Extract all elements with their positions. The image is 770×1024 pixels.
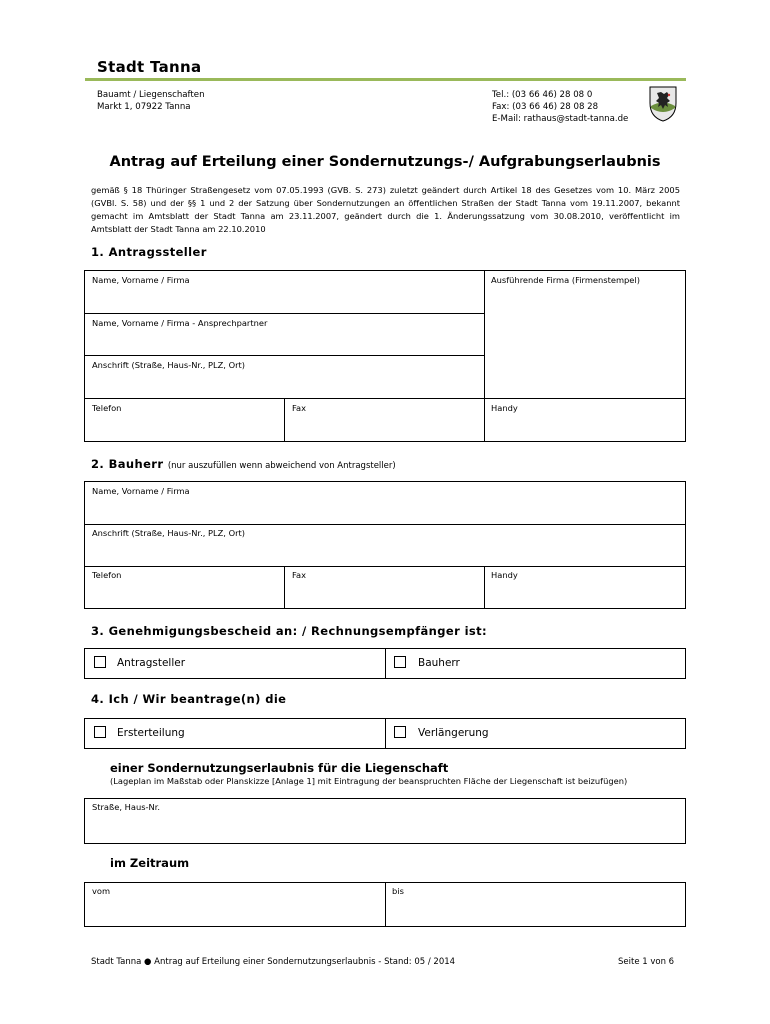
divider [484,566,485,609]
applicant-table [84,270,686,442]
builder-name-field[interactable]: Name, Vorname / Firma [92,486,190,496]
applicant-contact-field[interactable]: Name, Vorname / Firma - Ansprechpartner [92,318,268,328]
page-number: Seite 1 von 6 [618,957,675,967]
applicant-address-field[interactable]: Anschrift (Straße, Haus-Nr., PLZ, Ort) [92,360,245,370]
section-2-note: (nur auszufüllen wenn abweichend von Antragsteller) [167,461,396,471]
divider [85,524,685,525]
first-issue-checkbox[interactable] [94,726,106,738]
recipient-applicant-label: Antragsteller [117,657,186,669]
divider [85,398,685,399]
section-1-heading: 1. Antragssteller [91,245,207,259]
property-heading: einer Sondernutzungserlaubnis für die Liegenschaft [110,761,449,775]
applicant-phone-field[interactable]: Telefon [92,403,122,413]
office-name: Bauamt / Liegenschaften [97,90,205,100]
coat-of-arms-icon [648,86,678,122]
section-2-title: 2. Bauherr [91,457,164,471]
divider [385,718,386,749]
document-title: Antrag auf Erteilung einer Sondernutzungs-/ Aufgrabungserlaubnis [109,154,661,170]
divider [484,270,485,442]
extension-checkbox[interactable] [394,726,406,738]
divider [85,355,485,356]
header-rule [85,78,686,81]
recipient-builder-label: Bauherr [418,657,460,669]
footer-text: Stadt Tanna ● Antrag auf Erteilung einer Sondernutzungserlaubnis - Stand: 05 / 2014 [91,957,456,967]
section-4-heading: 4. Ich / Wir beantrage(n) die [91,692,287,706]
recipient-builder-checkbox[interactable] [394,656,406,668]
period-heading: im Zeitraum [110,856,190,870]
company-stamp-field[interactable]: Ausführende Firma (Firmenstempel) [491,275,640,285]
office-address: Markt 1, 07922 Tanna [97,102,191,112]
recipient-applicant-checkbox[interactable] [94,656,106,668]
section-2-heading [91,457,396,471]
period-from-field[interactable]: vom [92,886,111,896]
street-input-box[interactable] [84,798,686,844]
builder-phone-field[interactable]: Telefon [92,570,122,580]
legal-basis-text: gemäß § 18 Thüringer Straßengesetz vom 07.05.1993 (GVB. S. 273) zuletzt geändert durch Artikel 18 des Gesetzes vom 10. März 2005 (GVBl. S. 58) und der §§ 1 und 2 der Satzung über Sondernutzungen an öffentlichen Straßen der Stadt Tanna vom 19.11.2007, bekannt gemacht im Amtsblatt der Stadt Tanna am 23.11.2007, geändert durch die 1. Änderungssatzung vom 30.08.2010, veröffentlicht im Amtsblatt der Stadt Tanna am 22.10.2010 [91,185,680,234]
builder-table [84,481,686,609]
builder-address-field[interactable]: Anschrift (Straße, Haus-Nr., PLZ, Ort) [92,528,245,538]
fax-line: Fax: (03 66 46) 28 08 28 [492,102,599,112]
street-field-label: Straße, Haus-Nr. [92,802,161,812]
phone-line: Tel.: (03 66 46) 28 08 0 [492,90,593,100]
first-issue-label: Ersterteilung [117,727,185,739]
email-line: E-Mail: rathaus@stadt-tanna.de [492,114,629,124]
period-to-field[interactable]: bis [392,886,404,896]
divider [385,648,386,679]
divider [85,313,485,314]
divider [284,566,285,609]
divider [85,566,685,567]
applicant-mobile-field[interactable]: Handy [491,403,518,413]
property-note: (Lageplan im Maßstab oder Planskizze [Anlage 1] mit Eintragung der beanspruchten Fläche der Liegenschaft ist beizufügen) [110,776,628,786]
applicant-name-field[interactable]: Name, Vorname / Firma [92,275,190,285]
builder-mobile-field[interactable]: Handy [491,570,518,580]
divider [385,882,386,927]
extension-label: Verlängerung [418,727,489,739]
applicant-fax-field[interactable]: Fax [292,403,307,413]
divider [284,398,285,442]
builder-fax-field[interactable]: Fax [292,570,307,580]
section-3-heading: 3. Genehmigungsbescheid an: / Rechnungsempfänger ist: [91,624,488,638]
organization-name: Stadt Tanna [97,58,202,76]
